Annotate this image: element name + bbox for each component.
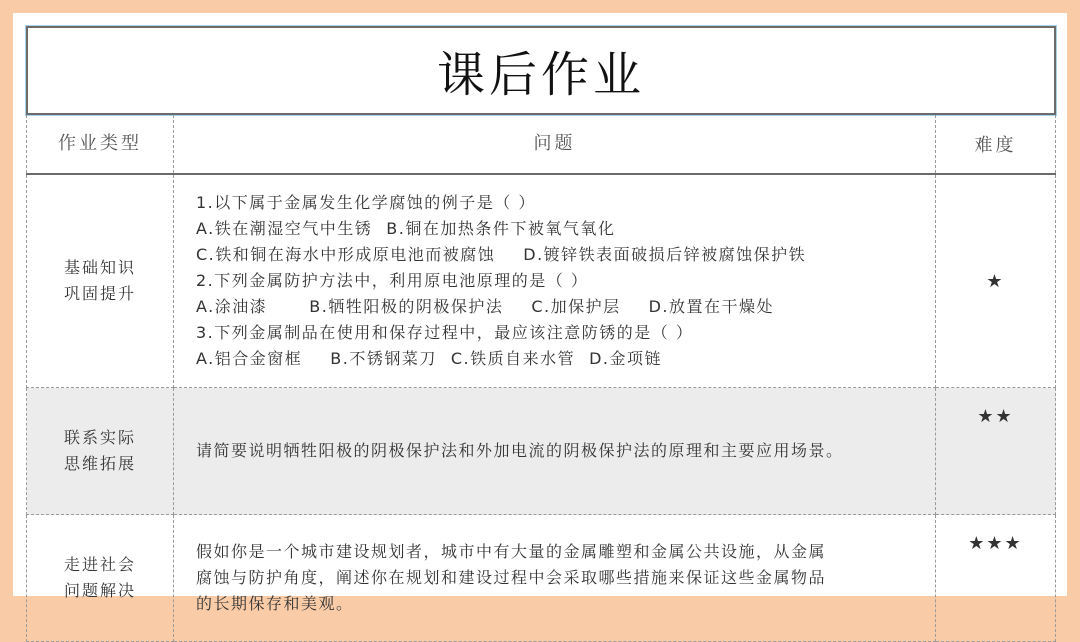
question-text: 请简要说明牺牲阳极的阴极保护法和外加电流的阴极保护法的原理和主要应用场景。 [196, 441, 844, 460]
question-line [196, 242, 935, 268]
question-cell [174, 174, 936, 388]
question-line [196, 190, 935, 216]
star-rating: ★ [986, 270, 1005, 292]
star-rating: ★★ [977, 406, 1014, 427]
question-line [196, 320, 935, 346]
title-box [26, 26, 1056, 115]
question-line: 假如你是一个城市建设规划者，城市中有大量的金属雕塑和金属公共设施，从金属 [196, 542, 827, 561]
option-text: A.铝合金窗框 [196, 349, 303, 368]
type-label: 问题解决 [63, 581, 136, 600]
table-header-row [27, 114, 1056, 174]
option-text: B.不锈钢菜刀 [330, 349, 437, 368]
type-label: 思维拓展 [63, 454, 136, 473]
type-cell [27, 515, 174, 642]
type-label: 走进社会 [63, 555, 136, 574]
table-row [27, 515, 1056, 642]
question-line: 腐蚀与防护角度，阐述你在规划和建设过程中会采取哪些措施来保证这些金属物品 [196, 568, 827, 587]
table-row [27, 388, 1056, 515]
difficulty-cell [936, 388, 1056, 515]
page-title: 课后作业 [436, 47, 645, 103]
header-difficulty: 难度 [936, 114, 1056, 174]
option-text: B.牺牲阳极的阴极保护法 [309, 297, 504, 316]
question-line [196, 438, 935, 464]
question-line [196, 216, 935, 242]
option-text: C.铁质自来水管 [450, 349, 576, 368]
homework-table [26, 113, 1056, 642]
type-label: 基础知识 [63, 258, 136, 277]
question-line: 的长期保存和美观。 [196, 594, 354, 613]
option-text: A.铁在潮湿空气中生锈 [196, 219, 373, 238]
option-text: D.镀锌铁表面破损后锌被腐蚀保护铁 [523, 245, 807, 264]
question-line [196, 346, 935, 372]
type-cell [27, 388, 174, 515]
question-cell [174, 515, 936, 642]
difficulty-cell [936, 515, 1056, 642]
star-rating: ★★★ [968, 533, 1023, 554]
question-text: 1.以下属于金属发生化学腐蚀的例子是（ ） [196, 193, 536, 212]
question-line [196, 268, 935, 294]
header-type: 作业类型 [27, 114, 174, 174]
table-row [27, 174, 1056, 388]
question-cell [174, 388, 936, 515]
option-text: D.放置在干燥处 [648, 297, 775, 316]
type-label: 巩固提升 [63, 284, 136, 303]
header-question: 问题 [174, 114, 936, 174]
worksheet-card [13, 13, 1067, 613]
option-text: C.铁和铜在海水中形成原电池而被腐蚀 [196, 245, 496, 264]
question-text: 3.下列金属制品在使用和保存过程中，最应该注意防锈的是（ ） [196, 323, 694, 342]
difficulty-cell [936, 174, 1056, 388]
type-cell [27, 174, 174, 388]
type-label: 联系实际 [63, 428, 136, 447]
question-text: 2.下列金属防护方法中，利用原电池原理的是（ ） [196, 271, 589, 290]
option-text: A.涂油漆 [196, 297, 268, 316]
question-line [196, 294, 935, 320]
option-text: C.加保护层 [531, 297, 621, 316]
option-text: D.金项链 [589, 349, 663, 368]
option-text: B.铜在加热条件下被氧气氧化 [386, 219, 616, 238]
